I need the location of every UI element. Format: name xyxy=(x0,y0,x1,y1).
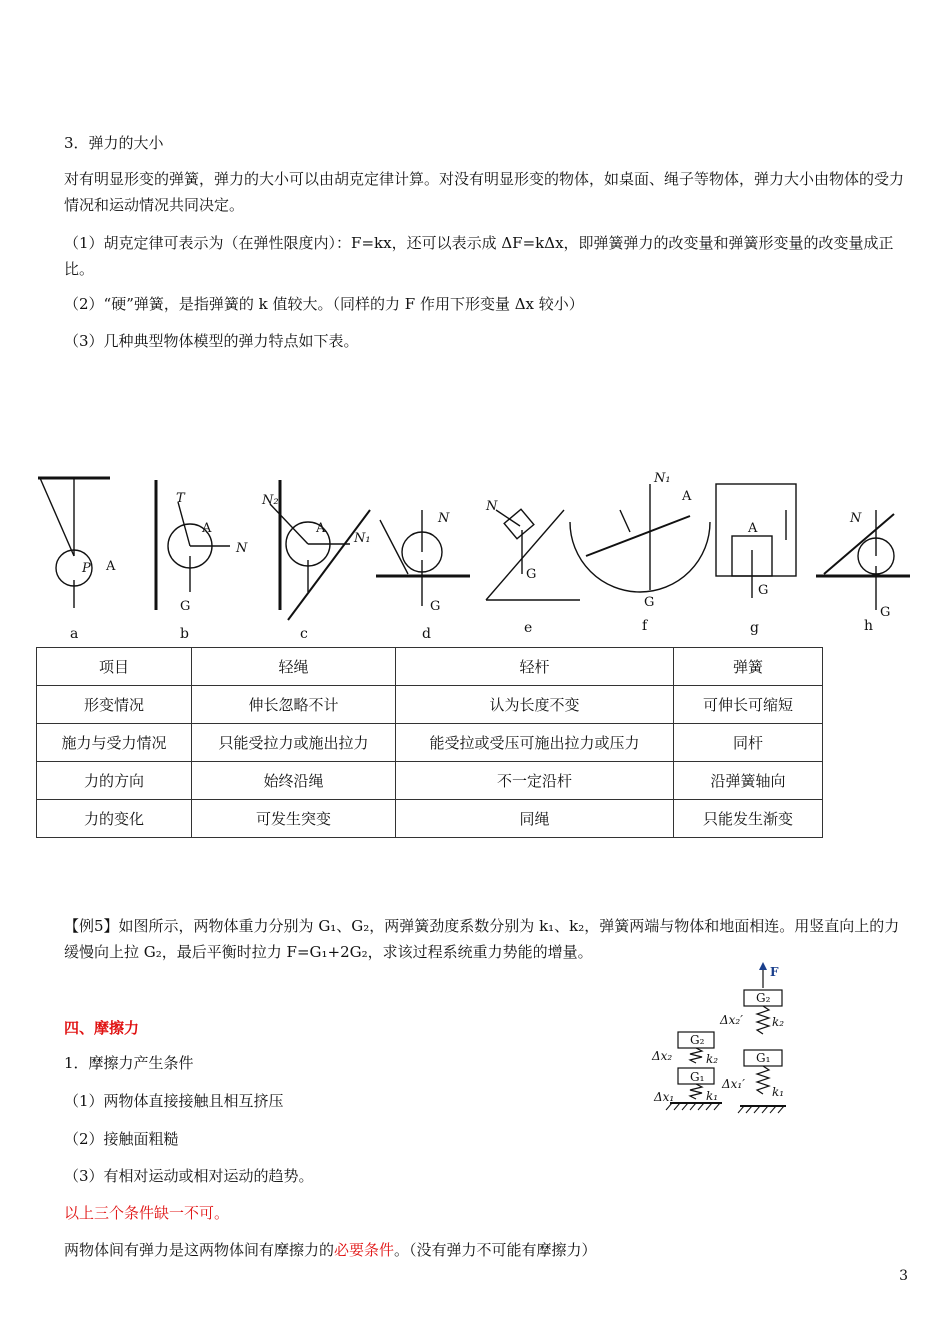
svg-text:G₁: G₁ xyxy=(756,1051,771,1065)
svg-text:N: N xyxy=(236,541,248,556)
note-all-required: 以上三个条件缺一不可。 xyxy=(64,1204,230,1222)
condition-2: （2）接触面粗糙 xyxy=(64,1130,179,1148)
figure-label-a: a xyxy=(70,626,79,642)
page-number: 3 xyxy=(899,1268,908,1284)
figure-label-d: d xyxy=(422,626,431,642)
section-heading-friction: 四、摩擦力 xyxy=(64,1019,140,1037)
svg-text:N₁: N₁ xyxy=(354,531,371,546)
example-5: 【例5】如图所示，两物体重力分别为 G₁、G₂，两弹簧劲度系数分别为 k₁、k₂，弹簧两端与物体和地面相连。用竖直向上的力缓慢向上拉 G₂，最后平衡时拉力 F=G₁+2G₂，求该过程系统重力势能的增量。 xyxy=(64,917,900,961)
condition-1: （1）两物体直接接触且相互挤压 xyxy=(64,1092,284,1110)
svg-text:A: A xyxy=(106,559,116,574)
svg-text:k₂: k₂ xyxy=(772,1015,785,1029)
table-row xyxy=(37,724,823,762)
table-cell: 可伸长可缩短 xyxy=(674,686,823,724)
svg-text:N₂: N₂ xyxy=(262,493,279,508)
force-diagrams-figure xyxy=(30,470,910,642)
table-cell: 能受拉或受压可施出拉力或压力 xyxy=(396,724,674,762)
friction-conditions-title: 1．摩擦力产生条件 xyxy=(64,1054,194,1072)
condition-3: （3）有相对运动或相对运动的趋势。 xyxy=(64,1167,314,1185)
heading-elastic-magnitude: 3．弹力的大小 xyxy=(64,134,164,152)
svg-text:Δx₁′: Δx₁′ xyxy=(722,1077,745,1091)
paragraph-hard-spring: （2）“硬”弹簧，是指弹簧的 k 值较大。（同样的力 F 作用下形变量 Δx 较小） xyxy=(64,295,584,313)
svg-text:G₁: G₁ xyxy=(690,1070,705,1084)
svg-text:Δx₂′: Δx₂′ xyxy=(720,1013,743,1027)
svg-text:G: G xyxy=(180,599,191,614)
table-cell: 同绳 xyxy=(396,800,674,838)
table-cell: 不一定沿杆 xyxy=(396,762,674,800)
necessary-condition-highlight: 必要条件 xyxy=(334,1241,395,1259)
table-cell: 沿弹簧轴向 xyxy=(674,762,823,800)
svg-text:G: G xyxy=(758,583,769,598)
table-cell: 项目 xyxy=(37,648,192,686)
svg-text:N: N xyxy=(438,511,450,526)
spring-system-figure xyxy=(650,960,800,1130)
svg-text:A: A xyxy=(202,521,212,536)
svg-text:G₂: G₂ xyxy=(756,991,771,1005)
svg-text:k₂: k₂ xyxy=(706,1052,719,1066)
table-cell: 形变情况 xyxy=(37,686,192,724)
table-row xyxy=(37,686,823,724)
table-cell: 始终沿绳 xyxy=(192,762,396,800)
svg-text:G: G xyxy=(880,605,891,620)
necessary-condition-sentence: 两物体间有弹力是这两物体间有摩擦力的必要条件。（没有弹力不可能有摩擦力） xyxy=(64,1241,597,1259)
figure-label-g: g xyxy=(750,620,759,636)
table-cell: 力的变化 xyxy=(37,800,192,838)
table-cell: 轻杆 xyxy=(396,648,674,686)
elastic-properties-table xyxy=(36,647,823,838)
paragraph-hooke-intro: 对有明显形变的弹簧，弹力的大小可以由胡克定律计算。对没有明显形变的物体，如桌面、绳子等物体，弹力大小由物体的受力情况和运动情况共同决定。 xyxy=(64,170,905,214)
figure-label-f: f xyxy=(642,618,648,634)
svg-text:N: N xyxy=(486,499,498,514)
svg-text:Δx₂: Δx₂ xyxy=(652,1049,673,1063)
table-cell: 只能发生渐变 xyxy=(674,800,823,838)
table-cell: 认为长度不变 xyxy=(396,686,674,724)
svg-text:k₁: k₁ xyxy=(706,1089,719,1103)
table-row xyxy=(37,800,823,838)
table-row xyxy=(37,762,823,800)
figure-label-c: c xyxy=(300,626,308,642)
svg-text:A: A xyxy=(748,521,758,536)
figure-label-h: h xyxy=(864,618,874,634)
svg-text:A: A xyxy=(316,521,326,536)
table-row xyxy=(37,648,823,686)
table-cell: 弹簧 xyxy=(674,648,823,686)
table-cell: 轻绳 xyxy=(192,648,396,686)
svg-text:k₁: k₁ xyxy=(772,1085,785,1099)
svg-text:A: A xyxy=(682,489,692,504)
figure-label-e: e xyxy=(524,620,533,636)
svg-text:G₂: G₂ xyxy=(690,1033,705,1047)
svg-text:P: P xyxy=(82,561,91,576)
svg-text:G: G xyxy=(430,599,441,614)
table-cell: 只能受拉力或施出拉力 xyxy=(192,724,396,762)
table-cell: 可发生突变 xyxy=(192,800,396,838)
figure-label-b: b xyxy=(180,626,189,642)
force-label: F xyxy=(770,965,779,979)
svg-text:G: G xyxy=(526,567,537,582)
svg-text:N₁: N₁ xyxy=(654,471,671,486)
svg-text:T: T xyxy=(176,491,185,506)
table-cell: 伸长忽略不计 xyxy=(192,686,396,724)
table-cell: 施力与受力情况 xyxy=(37,724,192,762)
svg-text:N: N xyxy=(850,511,862,526)
table-cell: 同杆 xyxy=(674,724,823,762)
paragraph-hooke-law: （1）胡克定律可表示为（在弹性限度内）：F=kx，还可以表示成 ΔF=kΔx，即弹簧弹力的改变量和弹簧形变量的改变量成正比。 xyxy=(64,234,894,278)
table-cell: 力的方向 xyxy=(37,762,192,800)
svg-text:G: G xyxy=(644,595,655,610)
paragraph-table-intro: （3）几种典型物体模型的弹力特点如下表。 xyxy=(64,332,359,350)
svg-text:Δx₁: Δx₁ xyxy=(654,1090,675,1104)
